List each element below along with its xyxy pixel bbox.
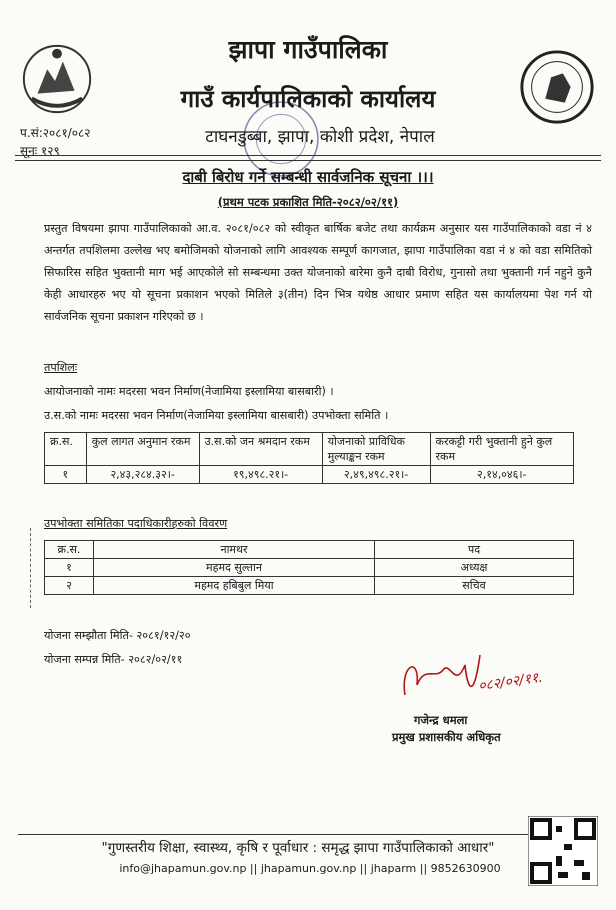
table-header-row (45, 541, 574, 559)
footer-motto: "गुणस्तरीय शिक्षा, स्वास्थ्य, कृषि र पूर्वाधार : समृद्ध झापा गाउँपालिकाको आधार" (101, 840, 495, 856)
table-header-row (45, 433, 574, 466)
table-header-cell: क्र.स. (45, 541, 94, 559)
table-cell: महमद सुल्तान (94, 559, 375, 577)
table-cell: २,४३,२८४.३२।- (86, 466, 199, 484)
table-cell: १ (45, 559, 94, 577)
notice-body: प्रस्तुत विषयमा झापा गाउँपालिकाको आ.व. २०८१/०८२ को स्वीकृत बार्षिक बजेट तथा कार्यक्रम अनुसार यस गाउँपालिकाको वडा नं ४ अन्तर्गत तपशिलमा उल्लेख भए बमोजिमको योजनाको लागि आवश्यक सम्पूर्ण कागजात, झापा गाउँपालिका वडा नं ४ को वडा समितिको सिफारिस सहित भुक्तानी माग भई आएकोले सो सम्बन्धमा उक्त योजनाको बारेमा कुनै दाबी विरोध, गुनासो तथा भुक्तानी गर्न नहुने कुनै केही आधारहरु भए यो सूचना प्रकाशन भएको मितिले ३(तीन) दिन भित्र यथेष्ठ आधार प्रमाण सहित यस कार्यालयमा पेश गर्न यो सार्वजनिक सूचना प्रकाशन गरिएको छ । (44, 222, 592, 323)
cost-table (44, 432, 574, 484)
table-row (45, 559, 574, 577)
table-header-cell: पद (375, 541, 574, 559)
notice-subtitle: (प्रथम पटक प्रकाशित मिति-२०८२/०२/११) (217, 195, 399, 209)
table-header-cell: कुल लागत अनुमान रकम (86, 433, 199, 466)
table-cell: १ (45, 466, 87, 484)
tapsil-label: तपशिलः (44, 361, 78, 374)
officials-heading: उपभोक्ता समितिका पदाधिकारीहरुको विवरण (44, 517, 228, 530)
table-cell: सचिव (375, 577, 574, 595)
table-cell: १९,४९८.२१।- (199, 466, 322, 484)
signatory (392, 712, 501, 746)
margin-dash (30, 528, 31, 608)
footer-contact: info@jhapamun.gov.np || jhapamun.gov.np || jhaparm || 9852630900 (119, 862, 501, 875)
table-header-cell: क्र.स. (45, 433, 87, 466)
table-header-cell: योजनाको प्राविधिक मुल्याङ्कन रकम (322, 433, 430, 466)
header-divider-thin (15, 160, 601, 161)
table-header-cell: नामथर (94, 541, 375, 559)
footer-divider (18, 834, 578, 835)
table-header-cell: उ.स.को जन श्रमदान रकम (199, 433, 322, 466)
signatory-name: गजेन्द्र धमला (414, 713, 468, 727)
agreement-date: योजना सम्झौता मिति- २०८१/१२/२० (44, 629, 191, 642)
committee-name: उ.स.को नामः मदरसा भवन निर्माण(नेजामिया इस्लामिया बासबारी) उपभोक्ता समिति । (44, 409, 389, 422)
project-name: आयोजनाको नामः मदरसा भवन निर्माण(नेजामिया इस्लामिया बासबारी) । (44, 385, 334, 398)
dispatch-number: सूनः १२९ (20, 144, 60, 158)
table-cell: अध्यक्ष (375, 559, 574, 577)
table-row (45, 577, 574, 595)
officials-table (44, 540, 574, 595)
table-row (45, 466, 574, 484)
table-cell: २,४९,४९८.२१।- (322, 466, 430, 484)
table-cell: महमद हबिबुल मिया (94, 577, 375, 595)
office-name: गाउँ कार्यपालिकाको कार्यालय (180, 85, 436, 113)
org-name: झापा गाउँपालिका (228, 35, 388, 64)
header-divider (15, 155, 601, 156)
qr-code-icon (528, 816, 598, 886)
notice-title: दाबी बिरोध गर्ने सम्बन्धी सार्वजनिक सूचना ।।। (182, 168, 434, 186)
completion-date: योजना सम्पन्न मिति- २०८२/०२/११ (44, 653, 183, 666)
signatory-designation: प्रमुख प्रशासकीय अधिकृत (392, 730, 501, 744)
table-header-cell: करकट्टी गरी भुक्तानी हुने कुल रकम (430, 433, 573, 466)
table-cell: २,१४,०४६।- (430, 466, 573, 484)
office-address: टाघनडुब्बा, झापा, कोशी प्रदेश, नेपाल (205, 127, 435, 147)
reference-number: प.सं:२०८१/०८२ (20, 126, 91, 140)
handwritten-date: ०८२/०२/११. (477, 669, 544, 695)
table-cell: २ (45, 577, 94, 595)
